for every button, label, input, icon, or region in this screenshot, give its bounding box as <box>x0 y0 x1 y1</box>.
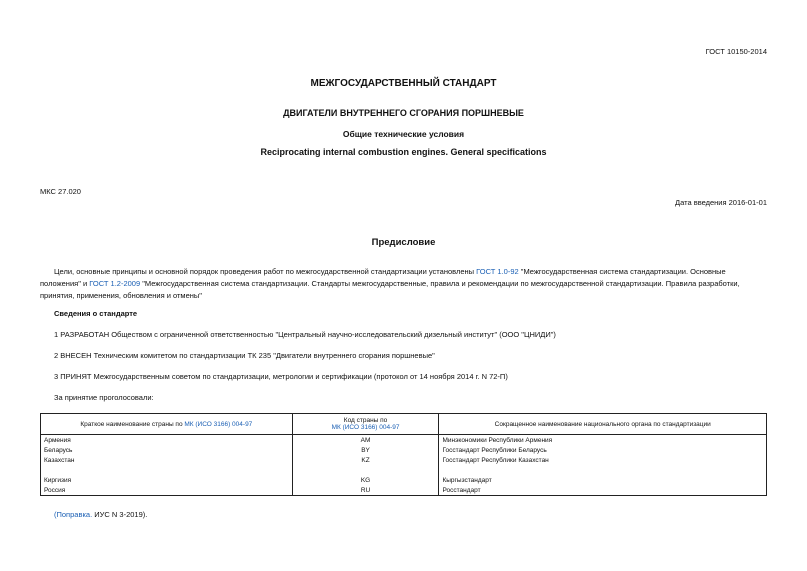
country-name: Беларусь <box>41 445 293 455</box>
country-name: Киргизия <box>41 475 293 485</box>
info-item-developed: 1 РАЗРАБОТАН Обществом с ограниченной ответственностью "Центральный научно-исследовательский дизельный институт" (ООО "ЦНИДИ") <box>54 330 556 339</box>
preface-text-a: Цели, основные принципы и основной порядок проведения работ по межгосударственной стандартизации установлены <box>54 267 477 276</box>
country-code: AM <box>292 435 439 446</box>
header-country-code: Код страны по МК (ИСО 3166) 004-97 <box>292 414 439 435</box>
mks-code: МКС 27.020 <box>40 187 81 196</box>
table-row <box>41 475 767 485</box>
amendment-text: ИУС N 3-2019). <box>92 510 148 519</box>
voted-for-label: За принятие проголосовали: <box>54 393 154 402</box>
country-code: KZ <box>292 455 439 465</box>
standards-body: Минэкономики Республики Армения <box>439 435 767 446</box>
country-name: Казахстан <box>41 455 293 465</box>
interstate-standard-heading: МЕЖГОСУДАРСТВЕННЫЙ СТАНДАРТ <box>310 78 497 89</box>
document-code: ГОСТ 10150-2014 <box>705 47 767 56</box>
standards-body <box>439 465 767 475</box>
mk-iso-3166-link[interactable]: МК (ИСО 3166) 004-97 <box>331 424 400 431</box>
info-item-submitted: 2 ВНЕСЕН Техническим комитетом по стандартизации ТК 235 "Двигатели внутреннего сгорания поршневые" <box>54 351 435 360</box>
document-title: ДВИГАТЕЛИ ВНУТРЕННЕГО СГОРАНИЯ ПОРШНЕВЫЕ <box>283 108 524 118</box>
mk-iso-3166-link[interactable]: МК (ИСО 3166) 004-97 <box>184 420 253 428</box>
preface-text-b: "Межгосударственная система стандартизации. Основные положения" и <box>40 267 726 288</box>
gost-1-0-92-link[interactable]: ГОСТ 1.0-92 <box>476 267 519 276</box>
preface-text-c: "Межгосударственная система стандартизации. Стандарты межгосударственные, правила и рекомендации по межгосударственной стандартизации. Правила разработки, принятия, применения, обновления и отмены" <box>40 279 740 300</box>
document-subtitle: Общие технические условия <box>342 129 465 139</box>
country-name: Армения <box>41 435 293 446</box>
country-code <box>292 465 439 475</box>
table-header-row <box>41 414 767 435</box>
standards-body: Кыргызстандарт <box>439 475 767 485</box>
country-code: BY <box>292 445 439 455</box>
standards-body: Госстандарт Республики Казахстан <box>439 455 767 465</box>
preface-paragraph <box>40 266 768 302</box>
header-country-name: Краткое наименование страны по МК (ИСО 3166) 004-97 <box>41 414 293 435</box>
preface-heading: Предисловие <box>371 237 436 248</box>
table-row <box>41 435 767 446</box>
amendment-note <box>54 510 147 519</box>
country-name <box>41 465 293 475</box>
gost-1-2-2009-link[interactable]: ГОСТ 1.2-2009 <box>89 279 141 288</box>
standard-info-heading: Сведения о стандарте <box>54 309 138 318</box>
info-item-adopted: 3 ПРИНЯТ Межгосударственным советом по стандартизации, метрологии и сертификации (протокол от 14 ноября 2014 г. N 72-П) <box>54 372 508 381</box>
country-code: RU <box>292 485 439 496</box>
voting-countries-table <box>40 413 767 496</box>
standards-body: Госстандарт Республики Беларусь <box>439 445 767 455</box>
table-row <box>41 465 767 475</box>
table-row <box>41 445 767 455</box>
document-title-english: Reciprocating internal combustion engines. General specifications <box>260 147 547 157</box>
standards-body: Росстандарт <box>439 485 767 496</box>
table-row <box>41 485 767 496</box>
intro-date: Дата введения 2016-01-01 <box>675 198 767 207</box>
country-code: KG <box>292 475 439 485</box>
amendment-link[interactable]: (Поправка. <box>54 510 93 519</box>
country-name: Россия <box>41 485 293 496</box>
header-standards-body: Сокращенное наименование национального органа по стандартизации <box>439 414 767 435</box>
table-row <box>41 455 767 465</box>
